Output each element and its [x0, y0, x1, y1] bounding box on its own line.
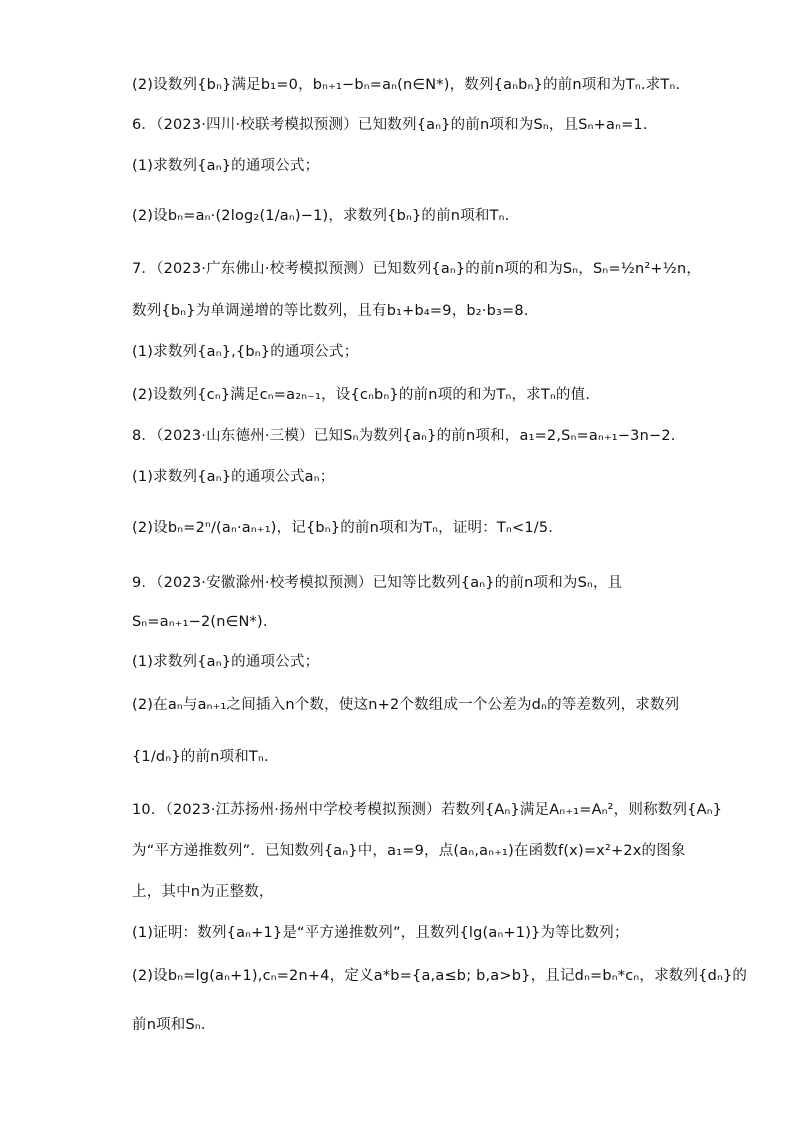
problem-9-stem-2: Sₙ=aₙ₊₁−2(n∈N*). [132, 614, 268, 630]
problem-10-part-2: (2)设bₙ=lg(aₙ+1),cₙ=2n+4，定义a*b={a,a≤b; b,a>b}，且记dₙ=bₙ*cₙ，求数列{dₙ}的 [132, 968, 748, 984]
problem-7-part-2: (2)设数列{cₙ}满足cₙ=a₂ₙ₋₁，设{cₙbₙ}的前n项的和为Tₙ，求Tₙ的值. [132, 387, 591, 403]
problem-7-stem: 7．（2023·广东佛山·校考模拟预测）已知数列{aₙ}的前n项的和为Sₙ，Sₙ=½n²+½n， [132, 261, 702, 277]
problem-7-stem-2: 数列{bₙ}为单调递增的等比数列，且有b₁+b₄=9，b₂·b₃=8. [132, 303, 529, 319]
problem-10-stem-3: 上，其中n为正整数， [132, 884, 274, 900]
problem-5-part-2: (2)设数列{bₙ}满足b₁=0，bₙ₊₁−bₙ=aₙ(n∈N*)，数列{aₙbₙ}的前n项和为Tₙ.求Tₙ. [132, 77, 681, 93]
problem-7-part-1: (1)求数列{aₙ},{bₙ}的通项公式； [132, 344, 359, 360]
problem-9-part-1: (1)求数列{aₙ}的通项公式； [132, 654, 320, 670]
problem-10-part-1: (1)证明：数列{aₙ+1}是“平方递推数列”，且数列{lg(aₙ+1)}为等比数列； [132, 925, 629, 941]
problem-8-stem: 8．（2023·山东德州·三模）已知Sₙ为数列{aₙ}的前n项和，a₁=2,Sₙ=aₙ₊₁−3n−2. [132, 428, 676, 444]
problem-10-part-2b: 前n项和Sₙ. [132, 1017, 206, 1033]
problem-9-part-2b: {1/dₙ}的前n项和Tₙ. [132, 749, 269, 765]
problem-9-part-2: (2)在aₙ与aₙ₊₁之间插入n个数，使这n+2个数组成一个公差为dₙ的等差数列，求数列 [132, 697, 680, 713]
problem-6-part-1: (1)求数列{aₙ}的通项公式； [132, 158, 320, 174]
problem-6-part-2: (2)设bₙ=aₙ·(2log₂(1/aₙ)−1)，求数列{bₙ}的前n项和Tₙ. [132, 208, 510, 224]
problem-9-stem: 9．（2023·安徽滁州·校考模拟预测）已知等比数列{aₙ}的前n项和为Sₙ，且 [132, 575, 623, 591]
problem-6-stem: 6．（2023·四川·校联考模拟预测）已知数列{aₙ}的前n项和为Sₙ，且Sₙ+aₙ=1. [132, 117, 648, 133]
problem-8-part-1: (1)求数列{aₙ}的通项公式aₙ； [132, 469, 335, 485]
problem-8-part-2: (2)设bₙ=2ⁿ/(aₙ·aₙ₊₁)，记{bₙ}的前n项和为Tₙ，证明：Tₙ<1/5. [132, 520, 554, 536]
problem-10-stem-2: 为“平方递推数列”．已知数列{aₙ}中，a₁=9，点(aₙ,aₙ₊₁)在函数f(x)=x²+2x的图象 [132, 843, 686, 859]
problem-10-stem: 10．（2023·江苏扬州·扬州中学校考模拟预测）若数列{Aₙ}满足Aₙ₊₁=Aₙ²，则称数列{Aₙ} [132, 802, 723, 818]
